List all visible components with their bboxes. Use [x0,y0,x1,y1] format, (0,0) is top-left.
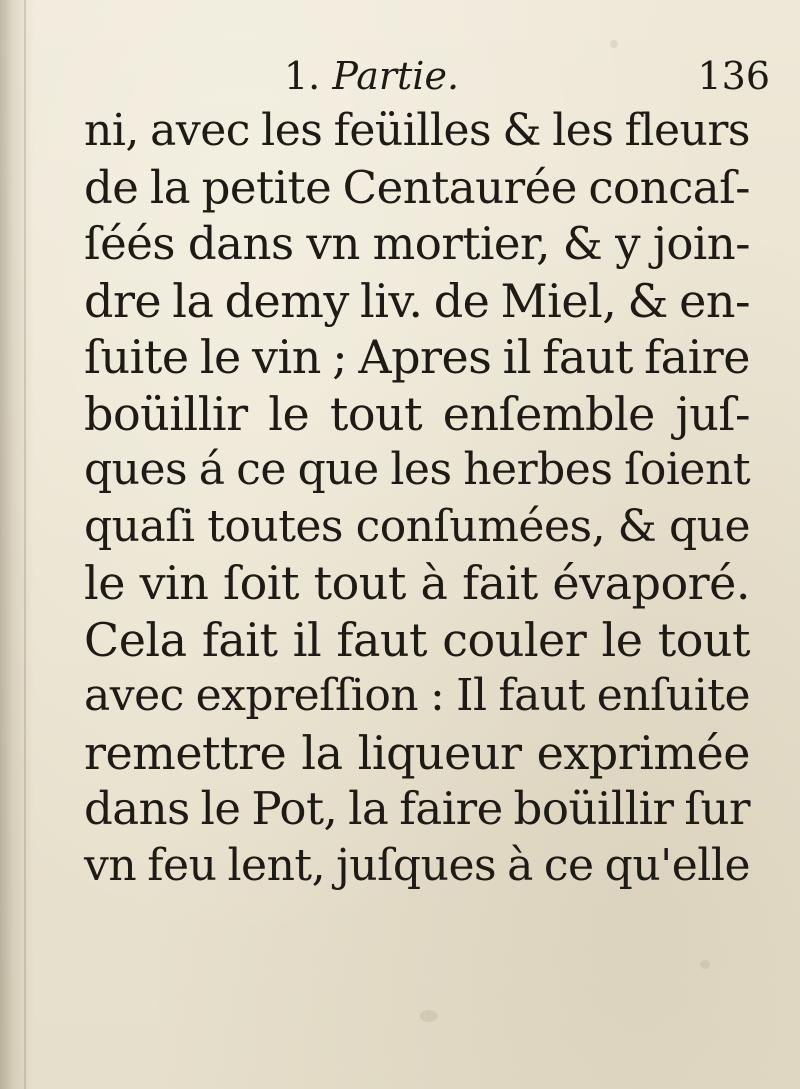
text-line: Cela fait il faut couler le tout [84,612,750,667]
page-gutter-shadow [0,0,34,1089]
text-line: dans le Pot, la faire boüillir ſur [84,782,750,835]
text-line: boüillir le tout enſemble juſ- [84,386,750,441]
paper-stain [700,960,710,969]
page-number: 136 [697,54,770,98]
body-text [84,103,750,894]
page-fold-line [24,0,26,1089]
page-header [70,46,770,106]
paper-stain [420,1010,438,1022]
running-head [284,46,459,106]
text-line: de la petite Centaurée concaſ- [84,160,750,214]
text-line: ſéés dans vn mortier, & y join- [84,217,750,270]
text-line: ſuite le vin ; Apres il faut faire [84,330,750,384]
text-line: le vin ſoit tout à fait évaporé. [84,556,750,610]
part-label: Partie. [332,54,460,98]
text-line: vn feu lent, juſques à ce qu'elle [84,839,750,891]
text-line: quaſi toutes conſumées, & que [84,500,750,552]
text-line: ques á ce que les herbes ſoient [84,444,750,495]
part-number: 1. [284,54,321,98]
text-line: ni, avec les feüilles & les fleurs [84,105,750,156]
text-line: dre la demy liv. de Miel, & en- [84,273,750,328]
text-line: avec expreſſion : Il faut enſuite [84,670,750,721]
text-line: remettre la liqueur exprimée [84,725,750,780]
